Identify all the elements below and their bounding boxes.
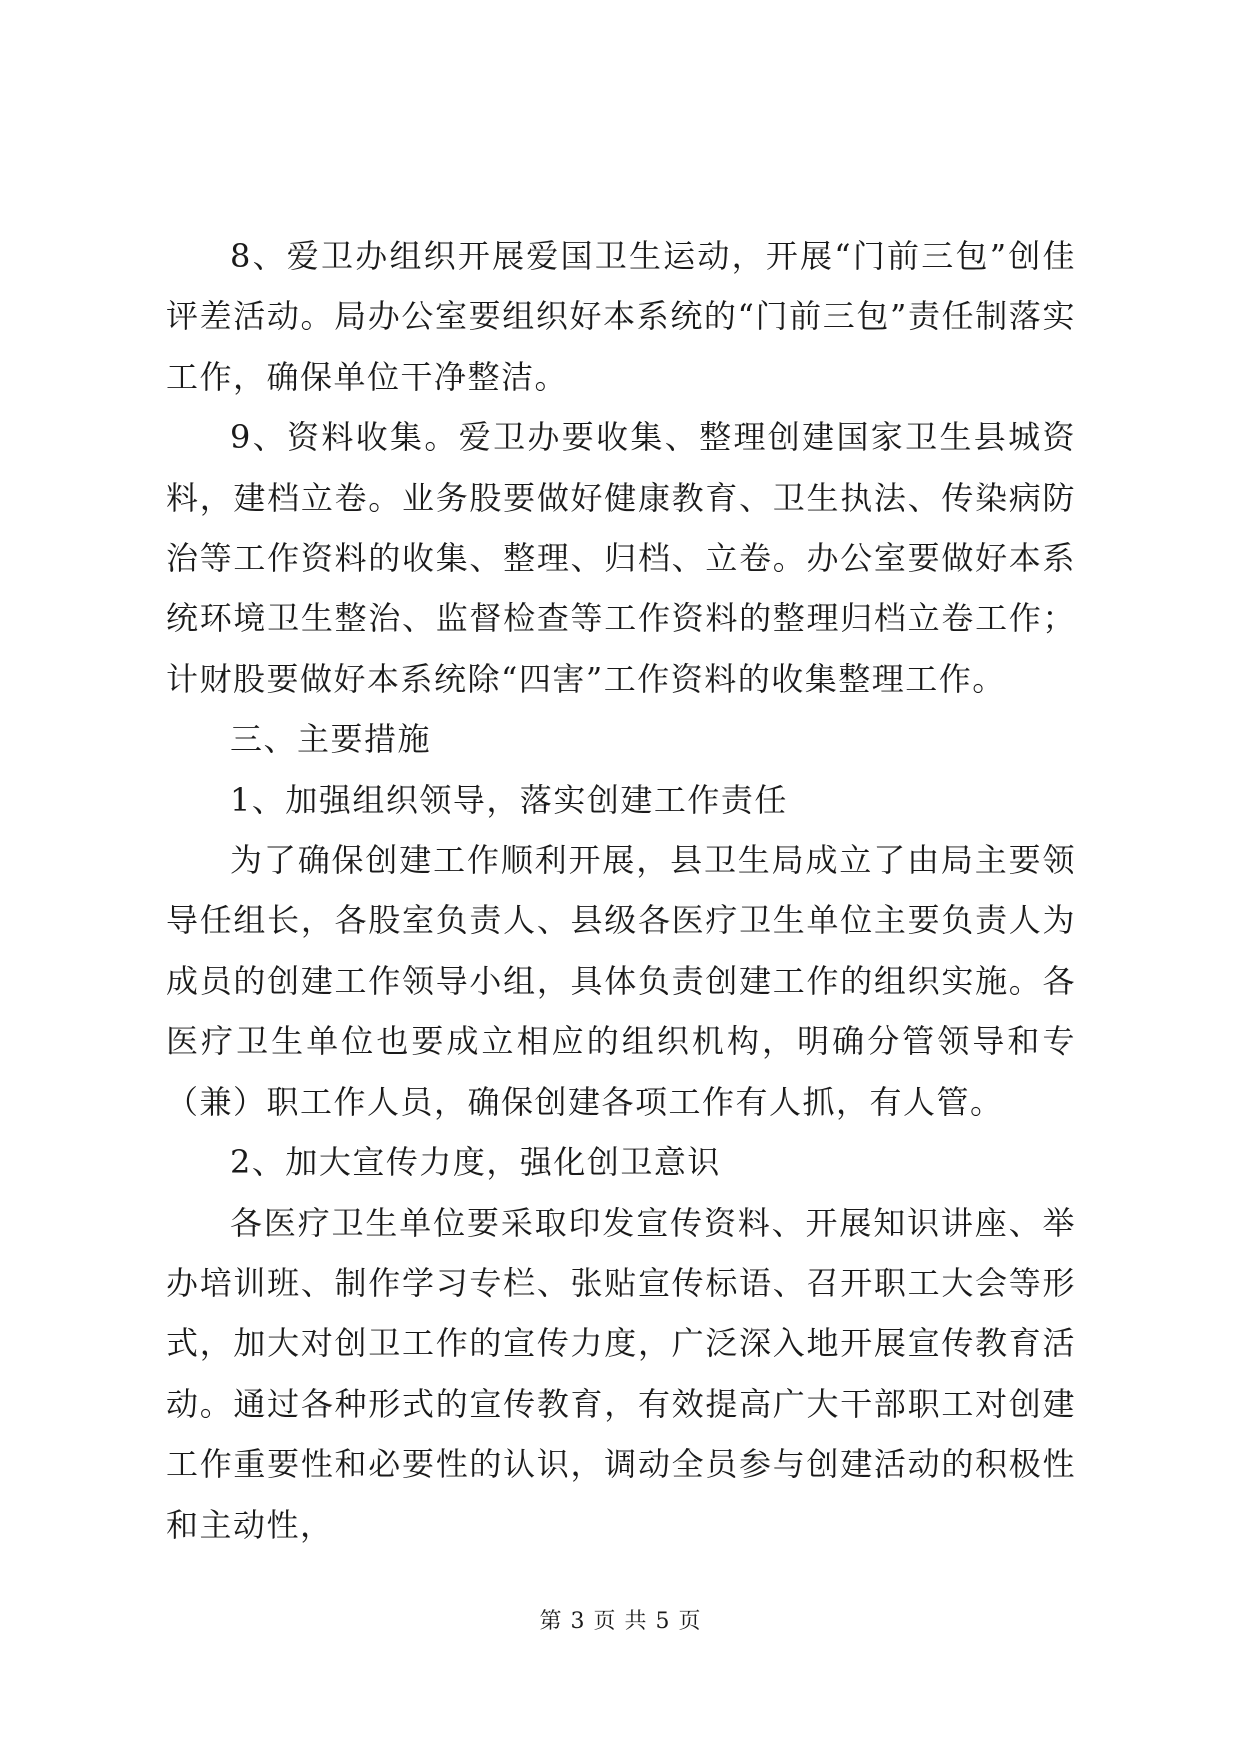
subheading-measure-2: 2、加大宣传力度，强化创卫意识 [230, 1143, 721, 1182]
paragraph-measure-1: 为了确保创建工作顺利开展，县卫生局成立了由局主要领导任组长，各股室负责人、县级各医疗卫生单位主要负责人为成员的创建工作领导小组，具体负责创建工作的组织实施。各医疗卫生单位也要成立相应的组织机构，明确分管领导和专（兼）职工作人员，确保创建各项工作有人抓，有人管。 [166, 841, 1076, 1121]
document-body [166, 226, 1076, 1555]
page-footer: 第 3 页 共 5 页 [539, 1609, 702, 1634]
section-heading-main-measures: 三、主要措施 [230, 720, 432, 759]
paragraph-item-9: 9、资料收集。爱卫办要收集、整理创建国家卫生县城资料，建档立卷。业务股要做好健康教育、卫生执法、传染病防治等工作资料的收集、整理、归档、立卷。办公室要做好本系统环境卫生整治、监督检查等工作资料的整理归档立卷工作；计财股要做好本系统除“四害”工作资料的收集整理工作。 [166, 418, 1076, 698]
subheading-measure-1: 1、加强组织领导，落实创建工作责任 [230, 780, 788, 819]
paragraph-item-8: 8、爱卫办组织开展爱国卫生运动，开展“门前三包”创佳评差活动。局办公室要组织好本系统的“门前三包”责任制落实工作，确保单位干净整洁。 [166, 237, 1076, 396]
paragraph-measure-2: 各医疗卫生单位要采取印发宣传资料、开展知识讲座、举办培训班、制作学习专栏、张贴宣传标语、召开职工大会等形式，加大对创卫工作的宣传力度，广泛深入地开展宣传教育活动。通过各种形式的宣传教育，有效提高广大干部职工对创建工作重要性和必要性的认识，调动全员参与创建活动的积极性和主动性， [166, 1203, 1076, 1544]
